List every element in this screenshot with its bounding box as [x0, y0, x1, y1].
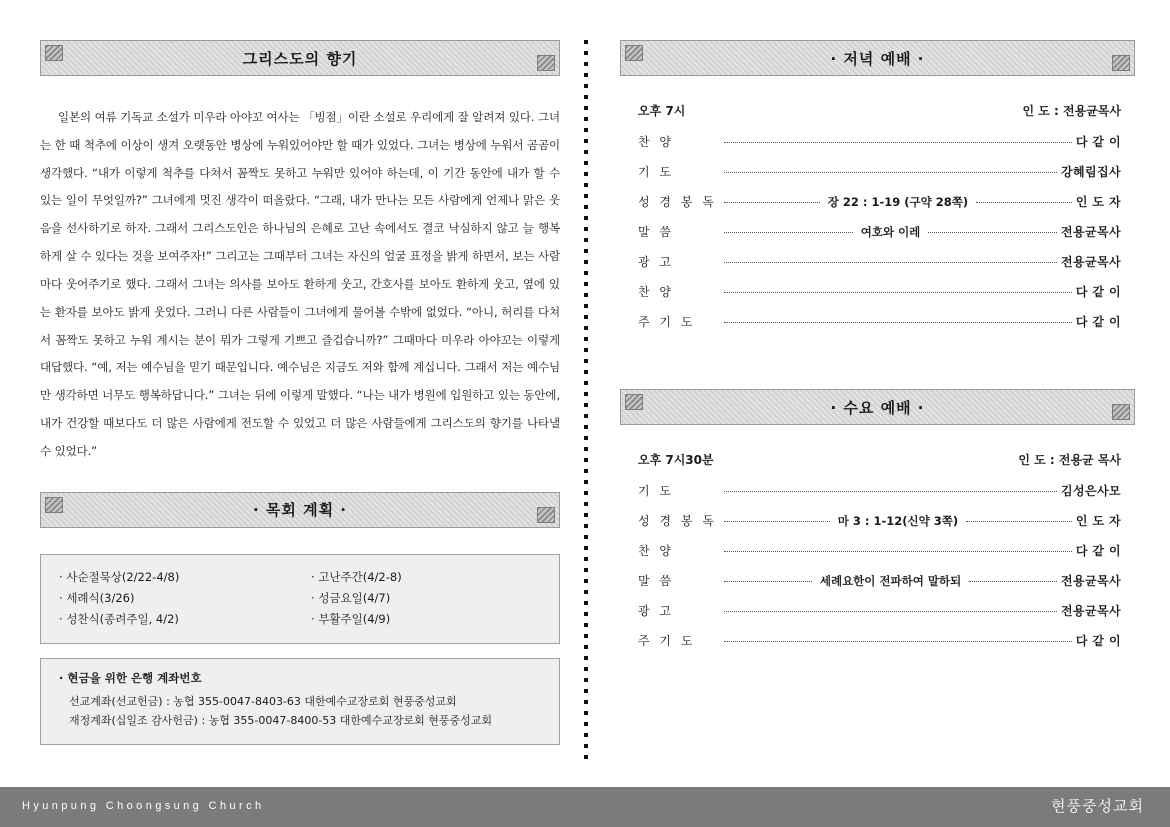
service-row — [638, 193, 1121, 210]
service-row-label: 성 경 봉 독 — [638, 514, 717, 528]
right-column — [620, 40, 1135, 662]
wednesday-service-leader: 인 도 : 전용균 목사 — [1018, 453, 1121, 467]
wednesday-service-title: · 수요 예배 · — [830, 398, 925, 417]
service-row — [638, 223, 1121, 240]
service-row-label: 기 도 — [638, 484, 674, 498]
service-row-person: 다 같 이 — [1075, 135, 1121, 149]
service-row-person: 전용균목사 — [1061, 574, 1122, 588]
leader-dots — [724, 581, 812, 582]
ornament-corner-icon — [537, 507, 555, 523]
list-item: · 부활주일(4/9) — [311, 609, 541, 630]
wednesday-service-order — [620, 451, 1135, 649]
column-divider — [584, 40, 588, 765]
leader-dots — [928, 232, 1057, 233]
ornament-corner-icon — [625, 45, 643, 61]
evening-service-order — [620, 102, 1135, 330]
service-row-label: 찬 양 — [638, 285, 674, 299]
wednesday-service-time: 오후 7시30분 — [638, 453, 714, 467]
service-row-person: 강혜림집사 — [1061, 165, 1121, 179]
leader-dots — [724, 202, 820, 203]
service-row-label: 주 기 도 — [638, 315, 696, 329]
list-item: · 성금요일(4/7) — [311, 588, 541, 609]
plan-list-left — [59, 567, 289, 631]
service-row-person: 전용균목사 — [1061, 604, 1121, 618]
service-row-detail: 세례요한이 전파하여 말하되 — [819, 574, 962, 588]
article-header-banner — [40, 40, 560, 76]
page-footer — [0, 787, 1170, 827]
evening-service-time: 오후 7시 — [638, 104, 686, 118]
evening-service-leader: 인 도 : 전용균목사 — [1022, 104, 1121, 118]
service-row-person: 인 도 자 — [1075, 195, 1121, 209]
leader-dots — [724, 172, 1057, 173]
service-row — [638, 512, 1121, 529]
service-row-label: 성 경 봉 독 — [638, 195, 717, 209]
ornament-corner-icon — [45, 497, 63, 513]
service-row-person: 다 같 이 — [1075, 544, 1121, 558]
leader-dots — [724, 292, 1072, 293]
leader-dots — [724, 322, 1072, 323]
leader-dots — [976, 202, 1072, 203]
list-item: · 세례식(3/26) — [59, 588, 289, 609]
evening-service-title: · 저녁 예배 · — [830, 49, 925, 68]
plan-title: · 목회 계획 · — [252, 501, 348, 520]
evening-service-header-banner — [620, 40, 1135, 76]
footer-church-name-korean: 현풍중성교회 — [1051, 797, 1144, 815]
ornament-corner-icon — [45, 45, 63, 61]
pastoral-plan-section — [40, 492, 560, 745]
article-paragraph: 일본의 여류 기독교 소설가 미우라 아야꼬 여사는 「빙점」이란 소설로 우리에게 잘 알려져 있다. 그녀는 한 때 척추에 이상이 생겨 오랫동안 병상에 누워있어야만 할 때가 있었다. 그녀는 병상에 누워서 곰곰이 생각했다. “내가 이렇게 척추를 다쳐서 꼼짝도 못하고 누워만 있어야 하는데, 이 기간 동안에 내가 할 수 있는 일이 무엇일까?” 그녀에게 멋진 생각이 떠올랐다. “그래, 내가 만나는 모든 사람에게 언제나 맑은 웃음을 선사하기로 하자. 그래서 그리스도인은 하나님의 은혜로 고난 속에서도 결코 낙심하지 않고 늘 행복하게 살 수 있다는 것을 보여주자!” 그리고는 그때부터 그녀는 자신의 얼굴 표정을 밝게 하면서, 보는 사람마다 웃어주기로 했다. 그래서 그녀는 의사를 보아도 환하게 웃고, 간호사를 보아도 환하게 웃고, 옆에 있는 환자를 보아도 밝게 웃었다. 그러니 다른 사람들이 그녀에게 물어볼 수밖에 없었다. “아니, 허리를 다쳐서 꼼짝도 못하고 누워 계시는 분이 뭐가 그렇게 기쁘고 즐겁습니까?” 그때마다 미우라 아야꼬는 이렇게 대답했다. “예, 저는 예수님을 믿기 때문입니다. 예수님은 지금도 저와 함께 계십니다. 그래서 저는 예수님만 생각하면 너무도 행복하답니다.” 그녀는 뒤에 이렇게 말했다. “나는 내가 병원에 입원하고 있는 동안에, 내가 건강할 때보다도 더 많은 사람에게 전도할 수 있었고 더 많은 사람들에게 그리스도의 향기를 나타낼 수 있었다.” — [40, 110, 560, 458]
list-item: · 고난주간(4/2-8) — [311, 567, 541, 588]
service-row-person: 전용균목사 — [1061, 225, 1121, 239]
service-row — [638, 253, 1121, 270]
service-row — [638, 313, 1121, 330]
service-row-person: 다 같 이 — [1075, 285, 1121, 299]
service-row — [638, 283, 1121, 300]
service-row-person: 전용균목사 — [1061, 255, 1121, 269]
service-row-detail: 여호와 이레 — [860, 225, 921, 239]
leader-dots — [724, 611, 1057, 612]
ornament-corner-icon — [537, 55, 555, 71]
service-row — [638, 572, 1121, 589]
plan-list-right — [311, 567, 541, 631]
ornament-corner-icon — [625, 394, 643, 410]
plan-header-banner — [40, 492, 560, 528]
service-row-label: 광 고 — [638, 255, 674, 269]
service-row-label: 찬 양 — [638, 135, 674, 149]
leader-dots — [969, 581, 1057, 582]
service-row — [638, 632, 1121, 649]
service-row-label: 기 도 — [638, 165, 674, 179]
leader-dots — [966, 521, 1072, 522]
article-body — [40, 104, 560, 466]
service-row-detail: 마 3 : 1-12(신약 3쪽) — [837, 514, 959, 528]
service-row-label: 광 고 — [638, 604, 674, 618]
service-row — [638, 542, 1121, 559]
bank-account-title: · 현금을 위한 은행 계좌번호 — [59, 670, 541, 686]
service-row-person: 인 도 자 — [1075, 514, 1122, 528]
leader-dots — [724, 551, 1072, 552]
service-row-detail: 장 22 : 1-19 (구약 28쪽) — [827, 195, 969, 209]
list-item: · 사순절묵상(2/22-4/8) — [59, 567, 289, 588]
service-row — [638, 133, 1121, 150]
bank-account-line: 재정계좌(십일조 감사헌금) : 농협 355-0047-8400-53 대한예수교장로회 현풍중성교회 — [69, 714, 493, 728]
leader-dots — [724, 142, 1072, 143]
wednesday-service-header-banner — [620, 389, 1135, 425]
bank-account-box — [40, 658, 560, 746]
service-row-label: 찬 양 — [638, 544, 674, 558]
leader-dots — [724, 232, 853, 233]
section-spacer — [620, 343, 1135, 389]
ornament-corner-icon — [1112, 55, 1130, 71]
plan-box — [40, 554, 560, 644]
service-row-person: 다 같 이 — [1075, 634, 1121, 648]
ornament-corner-icon — [1112, 404, 1130, 420]
service-row — [638, 482, 1121, 499]
service-row — [638, 163, 1121, 180]
service-row-person: 다 같 이 — [1075, 315, 1121, 329]
leader-dots — [724, 262, 1057, 263]
left-column — [40, 40, 560, 745]
footer-church-name-english: Hyunpung Choongsung Church — [22, 800, 265, 812]
leader-dots — [724, 641, 1072, 642]
leader-dots — [724, 521, 830, 522]
service-row-person: 김성은사모 — [1061, 484, 1121, 498]
article-title: 그리스도의 향기 — [242, 49, 358, 68]
leader-dots — [724, 491, 1057, 492]
service-row — [638, 602, 1121, 619]
bank-account-line: 선교계좌(선교헌금) : 농협 355-0047-8403-63 대한예수교장로회 현풍중성교회 — [69, 694, 457, 708]
service-row-label: 주 기 도 — [638, 634, 696, 648]
service-row-label: 말 씀 — [638, 225, 674, 239]
service-row-label: 말 씀 — [638, 574, 674, 588]
list-item: · 성찬식(종려주일, 4/2) — [59, 609, 289, 630]
